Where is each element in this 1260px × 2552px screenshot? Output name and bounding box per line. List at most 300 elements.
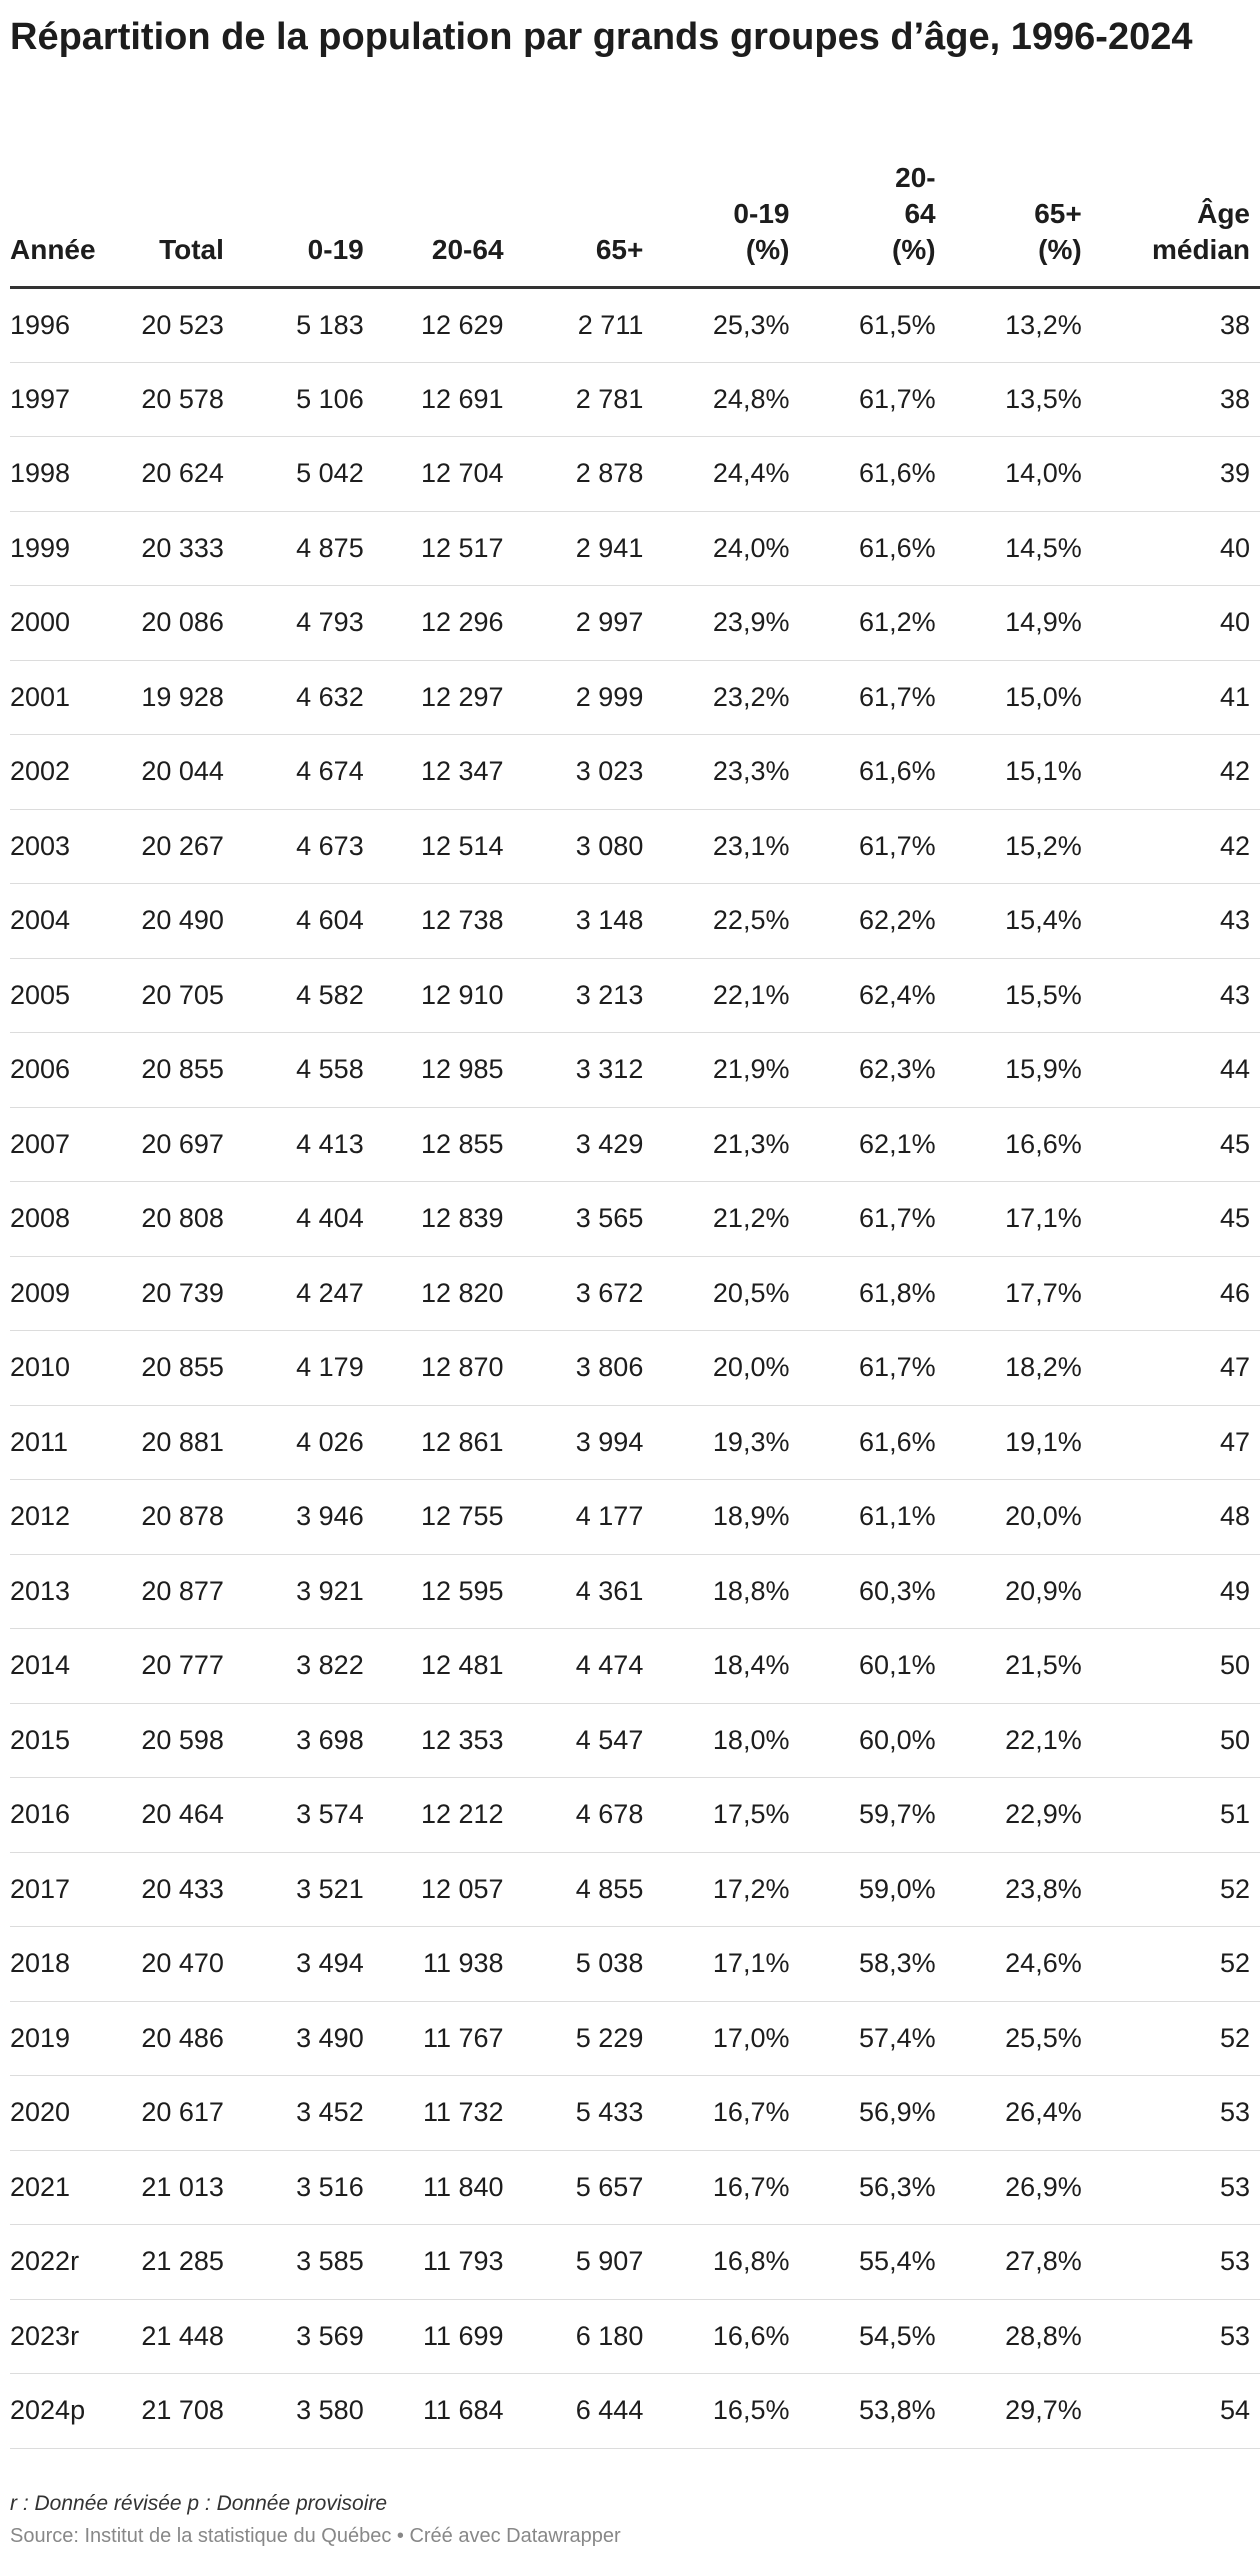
value-cell: 54 (1092, 2374, 1260, 2449)
value-cell: 61,7% (799, 660, 945, 735)
value-cell: 14,0% (946, 437, 1092, 512)
year-cell: 1996 (10, 288, 94, 363)
value-cell: 20 486 (94, 2001, 234, 2076)
value-cell: 20,9% (946, 1554, 1092, 1629)
value-cell: 21 708 (94, 2374, 234, 2449)
column-header-line: 65+ (595, 234, 644, 265)
value-cell: 4 179 (234, 1331, 374, 1406)
value-cell: 13,2% (946, 288, 1092, 363)
value-cell: 26,9% (946, 2150, 1092, 2225)
value-cell: 48 (1092, 1480, 1260, 1555)
value-cell: 16,7% (653, 2076, 799, 2151)
year-cell: 2023r (10, 2299, 94, 2374)
value-cell: 53 (1092, 2225, 1260, 2300)
value-cell: 16,6% (946, 1107, 1092, 1182)
column-header-line: 65+ (1034, 198, 1082, 229)
value-cell: 22,5% (653, 884, 799, 959)
year-cell: 2011 (10, 1405, 94, 1480)
value-cell: 22,1% (946, 1703, 1092, 1778)
value-cell: 29,7% (946, 2374, 1092, 2449)
value-cell: 4 673 (234, 809, 374, 884)
value-cell: 16,6% (653, 2299, 799, 2374)
column-header[interactable] (1092, 160, 1260, 288)
value-cell: 53 (1092, 2299, 1260, 2374)
year-cell: 2002 (10, 735, 94, 810)
value-cell: 25,5% (946, 2001, 1092, 2076)
value-cell: 20 523 (94, 288, 234, 363)
table-row (10, 2225, 1260, 2300)
value-cell: 4 177 (514, 1480, 654, 1555)
value-cell: 44 (1092, 1033, 1260, 1108)
value-cell: 16,8% (653, 2225, 799, 2300)
value-cell: 20 086 (94, 586, 234, 661)
value-cell: 12 820 (374, 1256, 514, 1331)
value-cell: 41 (1092, 660, 1260, 735)
value-cell: 19 928 (94, 660, 234, 735)
year-cell: 2003 (10, 809, 94, 884)
value-cell: 14,9% (946, 586, 1092, 661)
value-cell: 3 429 (514, 1107, 654, 1182)
column-header-line: 64 (904, 198, 936, 229)
value-cell: 49 (1092, 1554, 1260, 1629)
value-cell: 20 739 (94, 1256, 234, 1331)
value-cell: 21,3% (653, 1107, 799, 1182)
value-cell: 3 213 (514, 958, 654, 1033)
value-cell: 4 793 (234, 586, 374, 661)
value-cell: 3 994 (514, 1405, 654, 1480)
year-cell: 2001 (10, 660, 94, 735)
table-row (10, 2374, 1260, 2449)
column-header-line: 0-19 (307, 234, 364, 265)
table-row (10, 2299, 1260, 2374)
value-cell: 3 574 (234, 1778, 374, 1853)
value-cell: 56,9% (799, 2076, 945, 2151)
year-cell: 2016 (10, 1778, 94, 1853)
column-header[interactable] (94, 160, 234, 288)
value-cell: 2 999 (514, 660, 654, 735)
value-cell: 61,7% (799, 1182, 945, 1257)
table-row (10, 2076, 1260, 2151)
value-cell: 21,5% (946, 1629, 1092, 1704)
value-cell: 24,0% (653, 511, 799, 586)
table-row (10, 1107, 1260, 1182)
value-cell: 20 470 (94, 1927, 234, 2002)
value-cell: 12 595 (374, 1554, 514, 1629)
value-cell: 42 (1092, 809, 1260, 884)
value-cell: 27,8% (946, 2225, 1092, 2300)
year-cell: 2013 (10, 1554, 94, 1629)
value-cell: 43 (1092, 958, 1260, 1033)
value-cell: 11 938 (374, 1927, 514, 2002)
value-cell: 62,3% (799, 1033, 945, 1108)
value-cell: 23,2% (653, 660, 799, 735)
value-cell: 4 026 (234, 1405, 374, 1480)
value-cell: 52 (1092, 2001, 1260, 2076)
value-cell: 47 (1092, 1331, 1260, 1406)
value-cell: 4 632 (234, 660, 374, 735)
column-header[interactable] (653, 160, 799, 288)
value-cell: 5 907 (514, 2225, 654, 2300)
value-cell: 61,6% (799, 1405, 945, 1480)
value-cell: 3 516 (234, 2150, 374, 2225)
table-row (10, 511, 1260, 586)
column-header[interactable] (799, 160, 945, 288)
table-notes: r : Donnée révisée p : Donnée provisoire (10, 2492, 388, 2515)
value-cell: 52 (1092, 1927, 1260, 2002)
value-cell: 12 870 (374, 1331, 514, 1406)
value-cell: 15,0% (946, 660, 1092, 735)
value-cell: 61,1% (799, 1480, 945, 1555)
table-row (10, 1852, 1260, 1927)
value-cell: 20 705 (94, 958, 234, 1033)
value-cell: 12 861 (374, 1405, 514, 1480)
table-row (10, 660, 1260, 735)
value-cell: 61,6% (799, 437, 945, 512)
table-row (10, 735, 1260, 810)
table-row (10, 809, 1260, 884)
value-cell: 20 267 (94, 809, 234, 884)
table-row (10, 2001, 1260, 2076)
column-header-line: (%) (892, 234, 936, 265)
value-cell: 4 855 (514, 1852, 654, 1927)
value-cell: 3 080 (514, 809, 654, 884)
value-cell: 23,9% (653, 586, 799, 661)
value-cell: 50 (1092, 1629, 1260, 1704)
value-cell: 17,1% (946, 1182, 1092, 1257)
value-cell: 24,4% (653, 437, 799, 512)
table-row (10, 586, 1260, 661)
value-cell: 2 997 (514, 586, 654, 661)
value-cell: 3 806 (514, 1331, 654, 1406)
value-cell: 3 946 (234, 1480, 374, 1555)
value-cell: 22,9% (946, 1778, 1092, 1853)
value-cell: 4 558 (234, 1033, 374, 1108)
value-cell: 13,5% (946, 362, 1092, 437)
value-cell: 38 (1092, 288, 1260, 363)
value-cell: 60,3% (799, 1554, 945, 1629)
value-cell: 28,8% (946, 2299, 1092, 2374)
value-cell: 38 (1092, 362, 1260, 437)
value-cell: 20 490 (94, 884, 234, 959)
year-cell: 2019 (10, 2001, 94, 2076)
value-cell: 20 808 (94, 1182, 234, 1257)
value-cell: 24,8% (653, 362, 799, 437)
year-cell: 2007 (10, 1107, 94, 1182)
table-header (10, 160, 1260, 288)
value-cell: 11 699 (374, 2299, 514, 2374)
value-cell: 12 691 (374, 362, 514, 437)
value-cell: 4 474 (514, 1629, 654, 1704)
value-cell: 11 684 (374, 2374, 514, 2449)
value-cell: 3 569 (234, 2299, 374, 2374)
year-cell: 2000 (10, 586, 94, 661)
value-cell: 21 448 (94, 2299, 234, 2374)
value-cell: 17,5% (653, 1778, 799, 1853)
value-cell: 18,0% (653, 1703, 799, 1778)
value-cell: 21 013 (94, 2150, 234, 2225)
value-cell: 2 878 (514, 437, 654, 512)
column-header-line: 0-19 (733, 198, 790, 229)
table-row (10, 1927, 1260, 2002)
value-cell: 3 452 (234, 2076, 374, 2151)
value-cell: 20 333 (94, 511, 234, 586)
value-cell: 18,2% (946, 1331, 1092, 1406)
value-cell: 5 183 (234, 288, 374, 363)
value-cell: 12 855 (374, 1107, 514, 1182)
value-cell: 6 444 (514, 2374, 654, 2449)
value-cell: 62,4% (799, 958, 945, 1033)
value-cell: 20 598 (94, 1703, 234, 1778)
value-cell: 12 985 (374, 1033, 514, 1108)
column-header[interactable] (234, 160, 374, 288)
value-cell: 12 297 (374, 660, 514, 735)
column-header-line: médian (1151, 234, 1250, 265)
value-cell: 4 361 (514, 1554, 654, 1629)
value-cell: 3 312 (514, 1033, 654, 1108)
year-cell: 2022r (10, 2225, 94, 2300)
year-cell: 2020 (10, 2076, 94, 2151)
value-cell: 12 738 (374, 884, 514, 959)
value-cell: 59,7% (799, 1778, 945, 1853)
value-cell: 15,1% (946, 735, 1092, 810)
value-cell: 11 732 (374, 2076, 514, 2151)
value-cell: 57,4% (799, 2001, 945, 2076)
value-cell: 61,7% (799, 1331, 945, 1406)
year-cell: 2009 (10, 1256, 94, 1331)
value-cell: 15,5% (946, 958, 1092, 1033)
value-cell: 24,6% (946, 1927, 1092, 2002)
value-cell: 3 698 (234, 1703, 374, 1778)
value-cell: 12 353 (374, 1703, 514, 1778)
column-header[interactable] (374, 160, 514, 288)
value-cell: 3 521 (234, 1852, 374, 1927)
year-cell: 2005 (10, 958, 94, 1033)
value-cell: 53 (1092, 2076, 1260, 2151)
value-cell: 20 044 (94, 735, 234, 810)
value-cell: 20 855 (94, 1331, 234, 1406)
value-cell: 53 (1092, 2150, 1260, 2225)
value-cell: 59,0% (799, 1852, 945, 1927)
value-cell: 43 (1092, 884, 1260, 959)
value-cell: 45 (1092, 1182, 1260, 1257)
column-header-line: (%) (1038, 234, 1082, 265)
value-cell: 5 106 (234, 362, 374, 437)
value-cell: 3 921 (234, 1554, 374, 1629)
column-header[interactable] (514, 160, 654, 288)
value-cell: 50 (1092, 1703, 1260, 1778)
column-header-line: (%) (745, 234, 790, 265)
year-cell: 2018 (10, 1927, 94, 2002)
value-cell: 42 (1092, 735, 1260, 810)
table-row (10, 1182, 1260, 1257)
table-row (10, 1405, 1260, 1480)
value-cell: 12 839 (374, 1182, 514, 1257)
value-cell: 3 023 (514, 735, 654, 810)
column-header-line: Âge (1197, 198, 1250, 229)
value-cell: 39 (1092, 437, 1260, 512)
value-cell: 11 840 (374, 2150, 514, 2225)
value-cell: 15,2% (946, 809, 1092, 884)
year-cell: 1997 (10, 362, 94, 437)
value-cell: 3 494 (234, 1927, 374, 2002)
column-header[interactable] (946, 160, 1092, 288)
value-cell: 18,4% (653, 1629, 799, 1704)
value-cell: 54,5% (799, 2299, 945, 2374)
value-cell: 40 (1092, 586, 1260, 661)
value-cell: 12 910 (374, 958, 514, 1033)
value-cell: 12 629 (374, 288, 514, 363)
value-cell: 58,3% (799, 1927, 945, 2002)
value-cell: 11 767 (374, 2001, 514, 2076)
header-row (10, 160, 1260, 288)
value-cell: 5 657 (514, 2150, 654, 2225)
value-cell: 5 433 (514, 2076, 654, 2151)
value-cell: 5 042 (234, 437, 374, 512)
value-cell: 4 875 (234, 511, 374, 586)
column-header-line: Total (159, 234, 224, 265)
value-cell: 26,4% (946, 2076, 1092, 2151)
year-cell: 2012 (10, 1480, 94, 1555)
value-cell: 60,1% (799, 1629, 945, 1704)
year-cell: 2006 (10, 1033, 94, 1108)
value-cell: 14,5% (946, 511, 1092, 586)
value-cell: 61,6% (799, 735, 945, 810)
value-cell: 20 878 (94, 1480, 234, 1555)
value-cell: 19,1% (946, 1405, 1092, 1480)
value-cell: 61,6% (799, 511, 945, 586)
column-header-line: 20- (895, 162, 936, 193)
value-cell: 2 711 (514, 288, 654, 363)
value-cell: 61,2% (799, 586, 945, 661)
table-row (10, 1480, 1260, 1555)
value-cell: 12 514 (374, 809, 514, 884)
value-cell: 20 578 (94, 362, 234, 437)
value-cell: 12 481 (374, 1629, 514, 1704)
table-row (10, 1331, 1260, 1406)
value-cell: 4 604 (234, 884, 374, 959)
value-cell: 45 (1092, 1107, 1260, 1182)
value-cell: 6 180 (514, 2299, 654, 2374)
value-cell: 3 585 (234, 2225, 374, 2300)
value-cell: 46 (1092, 1256, 1260, 1331)
value-cell: 4 678 (514, 1778, 654, 1853)
table-row (10, 1703, 1260, 1778)
value-cell: 22,1% (653, 958, 799, 1033)
value-cell: 53,8% (799, 2374, 945, 2449)
year-cell: 2021 (10, 2150, 94, 2225)
value-cell: 12 057 (374, 1852, 514, 1927)
value-cell: 4 547 (514, 1703, 654, 1778)
year-cell: 2014 (10, 1629, 94, 1704)
year-cell: 2024p (10, 2374, 94, 2449)
column-header[interactable] (10, 160, 94, 288)
value-cell: 21 285 (94, 2225, 234, 2300)
value-cell: 17,1% (653, 1927, 799, 2002)
value-cell: 3 672 (514, 1256, 654, 1331)
value-cell: 16,7% (653, 2150, 799, 2225)
value-cell: 11 793 (374, 2225, 514, 2300)
value-cell: 12 704 (374, 437, 514, 512)
value-cell: 61,8% (799, 1256, 945, 1331)
value-cell: 52 (1092, 1852, 1260, 1927)
value-cell: 15,4% (946, 884, 1092, 959)
value-cell: 23,8% (946, 1852, 1092, 1927)
year-cell: 1998 (10, 437, 94, 512)
value-cell: 3 148 (514, 884, 654, 959)
value-cell: 20 777 (94, 1629, 234, 1704)
table-row (10, 1256, 1260, 1331)
value-cell: 61,7% (799, 362, 945, 437)
chart-title: Répartition de la population par grands groupes d’âge, 1996-2024 (10, 16, 1193, 58)
value-cell: 20 464 (94, 1778, 234, 1853)
value-cell: 18,8% (653, 1554, 799, 1629)
year-cell: 2015 (10, 1703, 94, 1778)
value-cell: 5 229 (514, 2001, 654, 2076)
value-cell: 12 347 (374, 735, 514, 810)
value-cell: 23,3% (653, 735, 799, 810)
value-cell: 60,0% (799, 1703, 945, 1778)
table-row (10, 1554, 1260, 1629)
value-cell: 4 247 (234, 1256, 374, 1331)
value-cell: 12 517 (374, 511, 514, 586)
value-cell: 5 038 (514, 1927, 654, 2002)
value-cell: 17,2% (653, 1852, 799, 1927)
value-cell: 21,2% (653, 1182, 799, 1257)
data-table (10, 160, 1260, 2449)
value-cell: 20 877 (94, 1554, 234, 1629)
value-cell: 12 212 (374, 1778, 514, 1853)
year-cell: 1999 (10, 511, 94, 586)
table-row (10, 2150, 1260, 2225)
value-cell: 55,4% (799, 2225, 945, 2300)
year-cell: 2008 (10, 1182, 94, 1257)
value-cell: 51 (1092, 1778, 1260, 1853)
table-body (10, 288, 1260, 2449)
column-header-line: Année (10, 234, 96, 265)
value-cell: 3 490 (234, 2001, 374, 2076)
value-cell: 21,9% (653, 1033, 799, 1108)
value-cell: 17,7% (946, 1256, 1092, 1331)
value-cell: 3 565 (514, 1182, 654, 1257)
value-cell: 20,0% (653, 1331, 799, 1406)
value-cell: 12 296 (374, 586, 514, 661)
table-row (10, 1033, 1260, 1108)
value-cell: 4 582 (234, 958, 374, 1033)
table-row (10, 958, 1260, 1033)
value-cell: 20 617 (94, 2076, 234, 2151)
value-cell: 40 (1092, 511, 1260, 586)
value-cell: 17,0% (653, 2001, 799, 2076)
value-cell: 25,3% (653, 288, 799, 363)
value-cell: 20 433 (94, 1852, 234, 1927)
value-cell: 61,5% (799, 288, 945, 363)
value-cell: 19,3% (653, 1405, 799, 1480)
value-cell: 23,1% (653, 809, 799, 884)
value-cell: 3 580 (234, 2374, 374, 2449)
value-cell: 62,1% (799, 1107, 945, 1182)
value-cell: 20 697 (94, 1107, 234, 1182)
table-row (10, 362, 1260, 437)
table-row (10, 437, 1260, 512)
value-cell: 62,2% (799, 884, 945, 959)
table-row (10, 1629, 1260, 1704)
value-cell: 3 822 (234, 1629, 374, 1704)
value-cell: 2 781 (514, 362, 654, 437)
table-row (10, 884, 1260, 959)
value-cell: 61,7% (799, 809, 945, 884)
value-cell: 16,5% (653, 2374, 799, 2449)
value-cell: 4 674 (234, 735, 374, 810)
